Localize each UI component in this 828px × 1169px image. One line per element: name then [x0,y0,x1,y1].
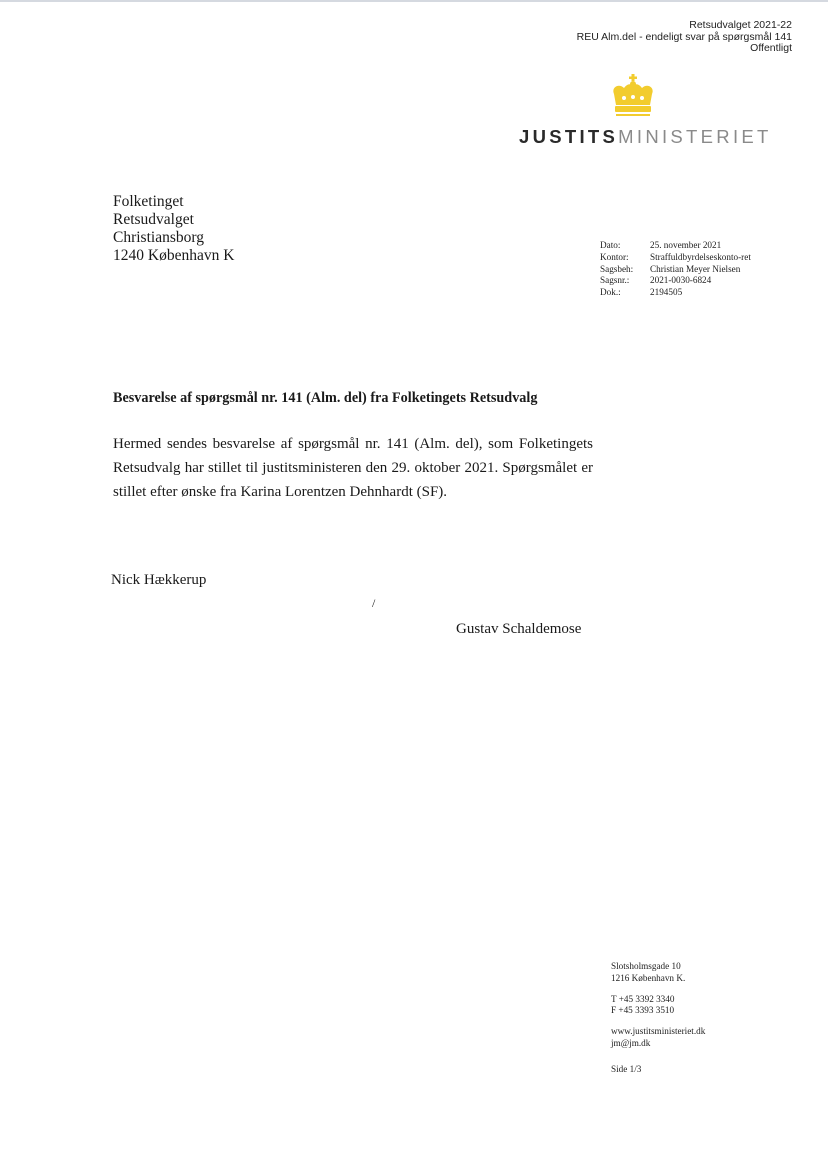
meta-value: Christian Meyer Nielsen [650,263,741,274]
meta-label: Kontor: [600,251,629,262]
stamp-line-status: Offentligt [750,42,792,54]
crown-icon [608,74,658,118]
recipient-address [113,193,234,265]
meta-row-handler [600,264,762,276]
recipient-line: Christiansborg [113,229,204,246]
meta-value: Straffuldbyrdelseskonto-ret [650,251,751,262]
stamp-line-reference: REU Alm.del - endeligt svar på spørgsmål 141 [576,30,792,43]
meta-value: 2021-0030-6824 [650,275,712,286]
footer-street: Slotsholmsgade 10 [611,961,681,971]
ministry-logo [519,126,772,148]
meta-value: 25. november 2021 [650,240,722,250]
logo-text-bold: JUSTITS [519,126,619,147]
meta-label: Dato: [600,240,621,250]
footer-city: 1216 København K. [611,972,686,983]
page-number: Side 1/3 [611,1063,642,1074]
meta-label: Sagsbeh: [600,263,634,274]
meta-value: 2194505 [650,287,683,298]
logo-text-light: MINISTERIET [618,126,772,147]
footer-fax: F +45 3393 3510 [611,1005,675,1016]
meta-row-date [600,240,762,252]
meta-row-office [600,252,762,264]
document-stamp [577,20,792,55]
signature-separator: / [372,596,376,610]
footer-website: www.justitsministeriet.dk [611,1026,706,1037]
meta-row-document [600,287,762,299]
meta-label: Dok.: [600,287,621,298]
meta-label: Sagsnr.: [600,275,630,286]
meta-row-case-number [600,275,762,287]
letter-subject: Besvarelse af spørgsmål nr. 141 (Alm. del) fra Folketingets Retsudvalg [113,390,538,406]
signature-minister: Nick Hækkerup [111,572,207,588]
stamp-line-committee: Retsudvalget 2021-22 [689,19,792,31]
top-border [0,0,828,2]
letter-body: Hermed sendes besvarelse af spørgsmål nr. 141 (Alm. del), som Folketingets Retsudvalg har stillet til justitsministeren den 29. oktober 2021. Spørgsmålet er stillet efter ønske fra Karina Lorentzen Dehnhardt (SF). [113,436,593,500]
footer-email: jm@jm.dk [611,1037,651,1048]
recipient-line: 1240 København K [113,247,235,264]
case-metadata [600,240,762,299]
sender-contact [611,961,705,1076]
footer-phone: T +45 3392 3340 [611,993,675,1004]
recipient-line: Folketinget [113,193,184,210]
recipient-line: Retsudvalget [113,211,194,228]
signature-official: Gustav Schaldemose [456,621,582,637]
